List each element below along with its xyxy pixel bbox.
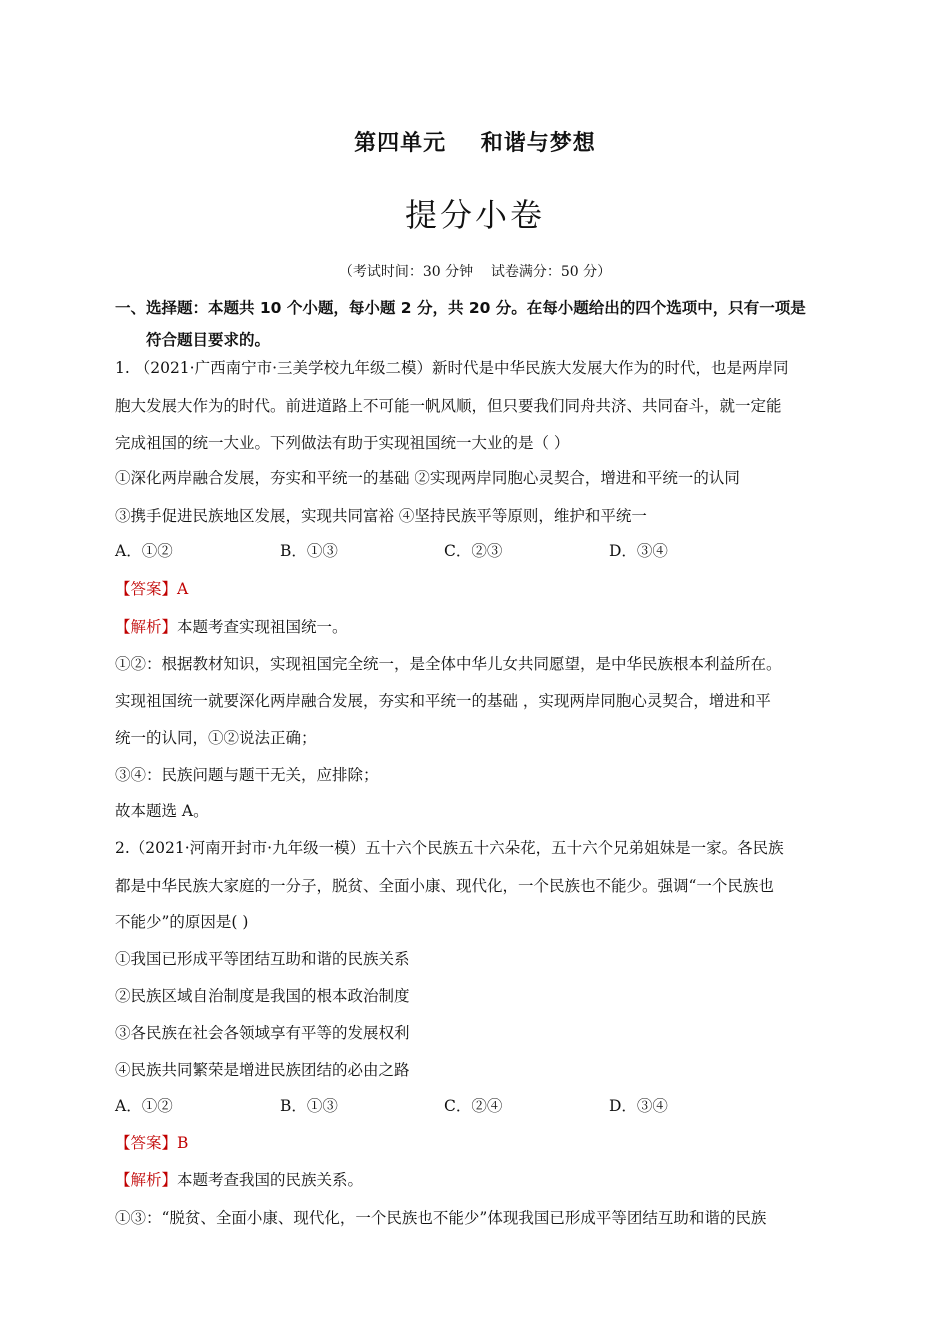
analysis-text: 本题考查实现祖国统一。 <box>177 618 348 636</box>
q1-stem-line: 完成祖国的统一大业。下列做法有助于实现祖国统一大业的是（ ） <box>115 434 570 452</box>
q1-option-a: A．①② <box>115 542 173 560</box>
q1-answer <box>115 579 188 599</box>
q2-stem-line: 都是中华民族大家庭的一分子，脱贫、全面小康、现代化，一个民族也不能少。强调“一个民族也 <box>115 877 774 895</box>
section-heading-line2: 符合题目要求的。 <box>146 331 271 349</box>
q2-option-c: C．②④ <box>444 1097 503 1115</box>
q1-option-c: C．②③ <box>444 542 503 560</box>
q2-option-a: A．①② <box>115 1097 173 1115</box>
q1-analysis-line: 实现祖国统一就要深化两岸融合发展，夯实和平统一的基础 ，实现两岸同胞心灵契合，增进和平 <box>115 692 771 710</box>
answer-tag: 【答案】 <box>115 580 178 598</box>
q1-analysis-line: 统一的认同，①②说法正确； <box>115 729 317 747</box>
analysis-text: 本题考查我国的民族关系。 <box>177 1171 364 1189</box>
q2-analysis-first <box>115 1170 363 1190</box>
q2-statement-line: ③各民族在社会各领域享有平等的发展权利 <box>115 1024 410 1042</box>
q2-option-b: B．①③ <box>280 1097 338 1115</box>
analysis-tag: 【解析】 <box>115 618 178 636</box>
analysis-tag: 【解析】 <box>115 1171 178 1189</box>
q1-stem-line: 1. （2021·广西南宁市·三美学校九年级二模）新时代是中华民族大发展大作为的时代，也是两岸同 <box>115 359 789 377</box>
q1-option-d: D．③④ <box>609 542 668 560</box>
q2-answer <box>115 1133 188 1153</box>
q1-option-b: B．①③ <box>280 542 338 560</box>
q2-statement-line: ①我国已形成平等团结互助和谐的民族关系 <box>115 950 410 968</box>
q1-analysis-line: 故本题选 A。 <box>115 802 209 820</box>
q1-stem-line: 胞大发展大作为的时代。前进道路上不可能一帆风顺，但只要我们同舟共济、共同奋斗，就一定能 <box>115 397 782 415</box>
answer-value: A <box>177 580 189 598</box>
q1-statement-line: ③携手促进民族地区发展，实现共同富裕 ④坚持民族平等原则，维护和平统一 <box>115 507 647 525</box>
q2-stem-line: 2.（2021·河南开封市·九年级一模）五十六个民族五十六朵花，五十六个兄弟姐妹是一家。各民族 <box>115 839 784 857</box>
q2-analysis-line: ①③：“脱贫、全面小康、现代化，一个民族也不能少”体现我国已形成平等团结互助和谐的民族 <box>115 1209 767 1227</box>
q2-option-d: D．③④ <box>609 1097 668 1115</box>
answer-value: B <box>177 1134 189 1152</box>
q1-statement-line: ①深化两岸融合发展，夯实和平统一的基础 ②实现两岸同胞心灵契合，增进和平统一的认同 <box>115 469 740 487</box>
section-heading <box>115 292 835 356</box>
q1-analysis-line: ③④：民族问题与题干无关，应排除； <box>115 766 379 784</box>
unit-title: 第四单元 和谐与梦想 <box>354 131 596 156</box>
q2-statement-line: ②民族区域自治制度是我国的根本政治制度 <box>115 987 410 1005</box>
section-heading-line1: 一、选择题：本题共 10 个小题，每小题 2 分，共 20 分。在每小题给出的四个选项中，只有一项是 <box>115 299 806 317</box>
q2-stem-line: 不能少”的原因是( ) <box>115 913 249 931</box>
q1-analysis-line: ①②：根据教材知识，实现祖国完全统一，是全体中华儿女共同愿望，是中华民族根本利益所在。 <box>115 655 782 673</box>
answer-tag: 【答案】 <box>115 1134 178 1152</box>
q1-analysis-first <box>115 617 348 637</box>
exam-info: （考试时间：30 分钟 试卷满分：50 分） <box>338 264 612 280</box>
q2-statement-line: ④民族共同繁荣是增进民族团结的必由之路 <box>115 1061 410 1079</box>
paper-title: 提分小卷 <box>404 196 545 234</box>
